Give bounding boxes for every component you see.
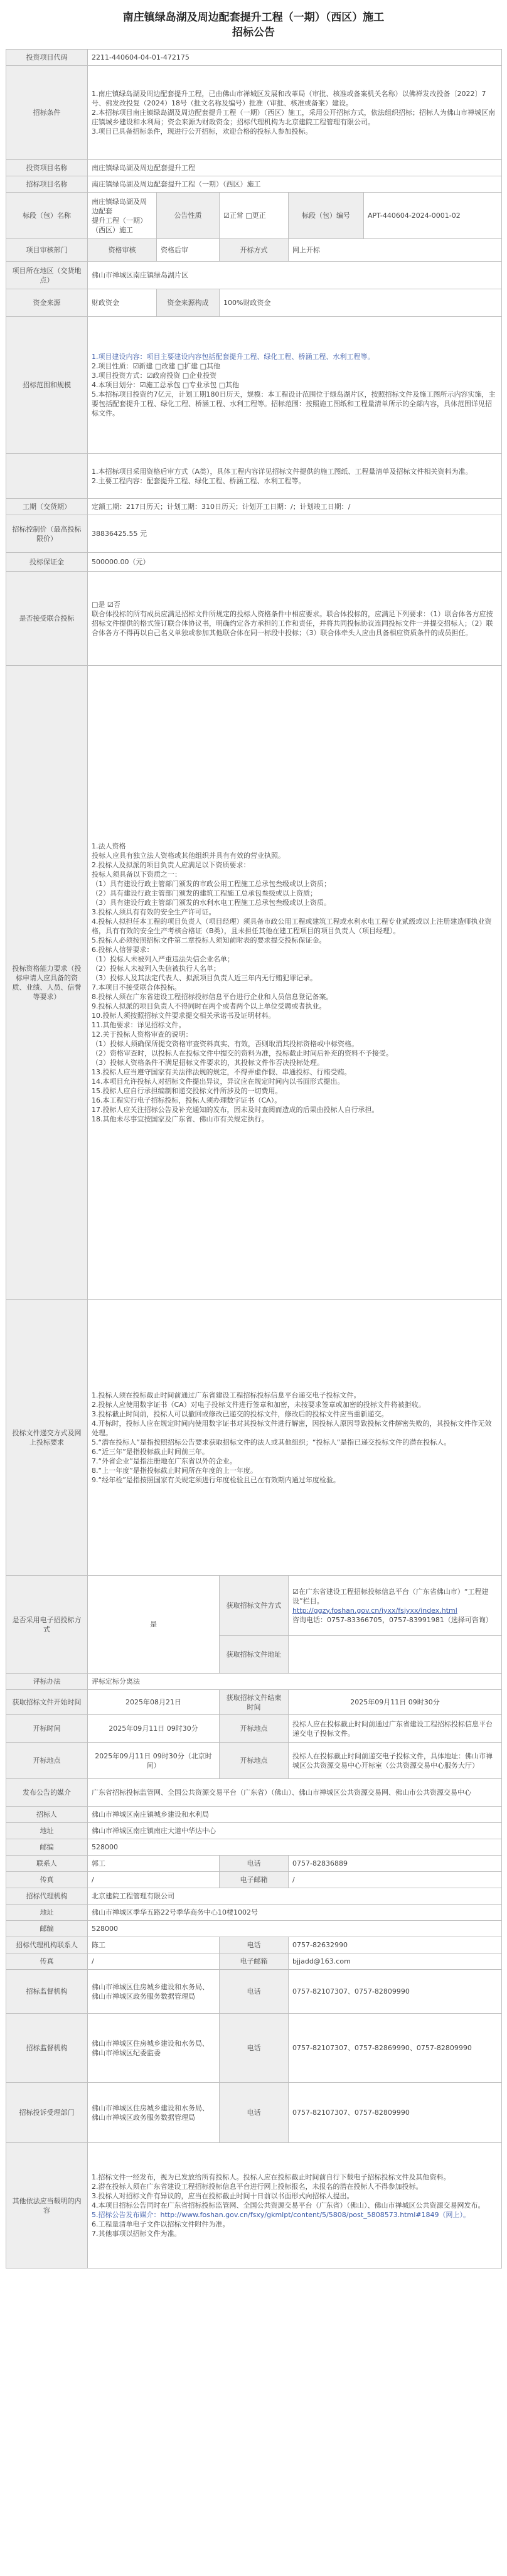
row-tenderer-address [6,1823,502,1839]
joint-bid-line: 联合体投标的所有成员应满足招标文件所规定的投标人资格条件中相应要求。联合体投标的，应满足下列要求：（1）联合体各方应按招标文件提供的格式签订联合体协议书，明确约定各方承担的工作和责任，并将共同投标协议连同投标文件一并提交招标人；（2）联合体各方不得再以自己名义单独或参加其他联合体在同一标段中投标；（3）联合体牵头人应由具备相应资质条件的成员担任。 [92,609,493,637]
row-open-time [6,1715,502,1743]
label-download: 获取招标文件方式 [220,1576,289,1636]
row-joint-bid [6,572,502,666]
value-open-time-2: 2025年09月11日 09时30分（北京时间） [88,1743,220,1779]
label-location: 项目所在地区（交货地点） [6,262,88,289]
row-complaint [6,2083,502,2143]
bid-note-line: 5.“潜在投标人”是指按照招标公告要求获取招标文件的法人或其他组织；“投标人”是指已递交投标文件的潜在投标人。 [92,1438,451,1446]
row-tender-project-name [6,176,502,193]
value-agency-phone: 0757-82632990 [289,1937,502,1953]
requirement-line: （1）投标人须确保所提交资格审查资料真实、有效，否则取消其投标资格或中标资格。 [92,1039,358,1048]
other-line: 1.招标文件一经发布，视为已发放给所有投标人。投标人应在投标截止时间前自行下载电子招标投标文件及其他资料。 [92,2173,451,2181]
joint-bid-line: □是 ☑否 [92,600,120,609]
qualification-line: 1.本招标项目采用资格后审方式（A类），具体工程内容详见招标文件提供的施工图纸、工程量清单及招标文件相关资料为准。 [92,467,472,476]
row-bid-bond [6,553,502,572]
label-tenderer-address: 地址 [6,1823,88,1839]
row-media [6,1779,502,1807]
row-agency [6,1888,502,1905]
scope-line: 4.本项目划分：☑施工总承包 □专业承包 □其他 [92,381,240,389]
label-funding-ratio: 资金来源构成 [157,289,220,317]
value-requirements [88,666,502,1300]
value-qualification [88,454,502,499]
tender-condition-line: 3.项目已具备招标条件，现进行公开招标，欢迎合格的投标人参加投标。 [92,127,312,136]
row-electronic [6,1576,502,1636]
value-tenderer-contact: 郭工 [88,1856,220,1872]
label-funding: 资金来源 [6,289,88,317]
value-bid-notes [88,1300,502,1576]
label-open-place-3: 开标地点 [220,1743,289,1779]
scope-line: 2.项目性质：☑新建 □改建 □扩建 □其他 [92,362,221,370]
label-agency-contact: 招标代理机构联系人 [6,1937,88,1953]
requirement-line: （1）具有建设行政主管部门颁发的市政公用工程施工总承包叁级或以上资质； [92,879,331,888]
value-open-place-2: 投标人在投标截止时间前递交电子投标文件，具体地址：佛山市禅城区公共资源交易中心开标室（公共资源交易中心服务大厅） [289,1743,502,1779]
label-tenderer-phone: 电话 [220,1856,289,1872]
requirement-line: 9.投标人拟派的项目负责人不得同时在两个或者两个以上单位受聘或者执业。 [92,1002,326,1010]
label-doc-start: 获取招标文件开始时间 [6,1690,88,1715]
value-supervisor: 佛山市禅城区住房城乡建设和水务局、佛山市禅城区政务服务数据管理局 [88,1970,220,2014]
requirement-line: 14.本项目允许投标人对招标文件提出异议，异议应在规定时间内以书面形式提出。 [92,1077,344,1086]
label-tenderer-contact: 联系人 [6,1856,88,1872]
notice-title: 南庄镇绿岛湖及周边配套提升工程（一期）（西区）施工 [122,11,385,24]
label-scope: 招标范围和规模 [6,317,88,454]
requirement-line: 7.本项目不接受联合体投标。 [92,983,181,991]
row-project-code [6,50,502,66]
row-requirements [6,666,502,1300]
value-agency-postcode: 528000 [88,1921,502,1937]
label-open-time: 开标时间 [6,1715,88,1743]
label-supervisor-2: 招标监督机构 [6,2014,88,2083]
label-complaint: 招标投诉受理部门 [6,2083,88,2143]
other-line: 3.投标人对招标文件有异议的，应当在投标截止时间十日前以书面形式向招标人提出。 [92,2192,354,2200]
requirement-line: 15.投标人应自行承担编制和递交投标文件所涉及的一切费用。 [92,1086,282,1095]
value-scope [88,317,502,454]
requirement-line: （2）具有建设行政主管部门颁发的建筑工程施工总承包叁级或以上资质； [92,889,317,897]
download-line: ☑在广东省建设工程招标投标信息平台（广东省佛山市）“工程建设”栏目。 [292,1587,489,1605]
value-tenderer: 佛山市禅城区南庄镇城乡建设和水利局 [88,1807,502,1823]
requirement-line: 6.投标人信誉要求： [92,945,154,954]
row-supervisor-2 [6,2014,502,2083]
row-qualification [6,454,502,499]
scope-line: 3.项目投资方式：☑政府投资 □企业投资 [92,371,217,380]
value-download [289,1576,502,1636]
value-tender-conditions [88,66,502,160]
requirement-line: 5.投标人必须按照招标文件第二章投标人须知前附表的要求提交投标保证金。 [92,936,326,944]
value-tender-project-name: 南庄镇绿岛湖及周边配套提升工程（一期）（西区）施工 [88,176,502,193]
label-section: 标段（包）名称 [6,193,88,239]
label-download-address: 获取招标文件地址 [220,1636,289,1674]
value-tenderer-postcode: 528000 [88,1839,502,1856]
label-schedule: 工期（交货期） [6,499,88,515]
label-agency-address: 地址 [6,1905,88,1921]
scope-line: 5.本招标项目投资约7亿元，计划工期180日历天，规模：本工程设计范围位于绿岛湖片区，按照招标文件及施工图所示内容实施，主要包括配套提升工程、绿化工程、桥涵工程、水利工程等。招标范围：按照施工图纸和工程量清单所示的全部内容，具体范围详见招标文件。 [92,390,496,417]
label-section-code: 标段（包）编号 [289,193,364,239]
row-scope [6,317,502,454]
label-other: 其他依法应当载明的内容 [6,2143,88,2269]
row-doc-time [6,1690,502,1715]
label-supervisor: 招标监督机构 [6,1970,88,2014]
bid-note-line: 4.开标时，投标人应在规定时间内使用数字证书对其投标文件进行解密，因投标人原因导致投标文件解密失败的，其投标文件作无效处理。 [92,1419,492,1437]
scope-line: 1.项目建设内容：项目主要建设内容包括配套提升工程、绿化工程、桥涵工程、水利工程等。 [92,353,375,361]
row-tenderer-contact [6,1856,502,1872]
value-media: 广东省招标投标监管网、全国公共资源交易平台（广东省）（佛山）、佛山市禅城区公共资源交易网、佛山市公共资源交易中心 [88,1779,502,1807]
row-eval-method [6,1674,502,1690]
requirement-line: 投标人应具有独立法人资格或其他组织并具有有效的营业执照。 [92,851,285,860]
bid-note-line: 3.投标截止时间前，投标人可以撤回或修改已递交的投标文件，修改后的投标文件应当重新递交。 [92,1409,388,1418]
requirement-line: 11.其他要求：详见招标文件。 [92,1020,186,1029]
row-agency-email [6,1953,502,1970]
requirement-line: 3.投标人须具有有效的安全生产许可证。 [92,907,216,916]
value-location: 佛山市禅城区南庄镇绿岛湖片区 [88,262,502,289]
row-location [6,262,502,289]
bid-note-line: 7.“外省企业”是指注册地在广东省以外的企业。 [92,1456,237,1465]
label-tenderer: 招标人 [6,1807,88,1823]
label-bid-bond: 投标保证金 [6,553,88,572]
bid-note-line: 9.“经年检”是指按照国家有关规定须进行年度检验且已在有效期内通过年度检验。 [92,1475,340,1484]
value-supervisor-phone: 0757-82107307、0757-82809990 [289,1970,502,2014]
value-notice-type: ☑正常 □更正 [220,193,289,239]
value-max-price: 38836425.55 元 [88,515,502,553]
value-complaint-phone: 0757-82107307、0757-82809990 [289,2083,502,2143]
value-other [88,2143,502,2269]
tender-condition-line: 2.本招标项目南庄镇绿岛湖及周边配套提升工程（一期）（西区）施工，采用公开招标方式，依法组织招标；招标人为佛山市禅城区南庄镇城乡建设和水利局；资金来源为财政资金；招标代理机构为北京建院工程管理有限公司。 [92,109,495,126]
row-other [6,2143,502,2269]
row-max-price [6,515,502,553]
row-tenderer [6,1807,502,1823]
label-review-type: 资格审核 [88,239,157,262]
label-approval: 项目审核部门 [6,239,88,262]
bid-note-line: 2.投标人应使用数字证书（CA）对电子投标文件进行签章和加密，未按要求签章或加密的投标文件将被拒收。 [92,1400,425,1409]
label-agency-fax: 传真 [6,1953,88,1970]
requirement-line: 10.投标人须按照招标文件要求提交相关承诺书及证明材料。 [92,1011,275,1020]
notice-subtitle: 招标公告 [232,26,275,39]
requirement-line: 17.投标人应关注招标公告及补充通知的发布，因未及时查阅而造成的后果由投标人自行承担。 [92,1105,379,1114]
value-agency-contact: 陈工 [88,1937,220,1953]
requirement-line: （3）投标人及其法定代表人、拟派项目负责人近三年内无行贿犯罪记录。 [92,973,317,982]
requirement-line: 1.法人资格 [92,842,126,850]
row-section [6,193,502,239]
requirement-line: （2）投标人未被列入失信被执行人名单； [92,964,220,973]
section-name-line: 提升工程（一期） [92,216,147,225]
label-agency-phone: 电话 [220,1937,289,1953]
row-project-name [6,160,502,176]
requirement-line: （1）投标人未被列入严重违法失信企业名单； [92,954,234,963]
row-approval [6,239,502,262]
value-doc-start: 2025年08月21日 [88,1690,220,1715]
value-joint-bid [88,572,502,666]
row-open-place [6,1743,502,1779]
label-tender-project-name: 招标项目名称 [6,176,88,193]
download-line: 咨询电话：0757-83366705，0757-83991981（选择可咨询） [292,1615,493,1624]
row-tenderer-fax [6,1872,502,1888]
tender-condition-line: 1.南庄镇绿岛湖及周边配套提升工程，已由佛山市禅城区发展和改革局（审批、核准或备案机关名称）以佛禅发改投备〔2022〕7号、佛发改投复（2024）18号（批文名称及编号）批准（审批、核准或备案）建设。 [92,90,486,107]
label-complaint-phone: 电话 [220,2083,289,2143]
value-tenderer-address: 佛山市禅城区南庄镇南庄大道中华达中心 [88,1823,502,1839]
other-line: 6.工程量清单电子文件以招标文件附件为准。 [92,2220,230,2228]
value-agency-email: bjjadd@163.com [289,1953,502,1970]
row-agency-postcode [6,1921,502,1937]
label-project-name: 投资项目名称 [6,160,88,176]
label-agency-email: 电子邮箱 [220,1953,289,1970]
section-name-line: （西区）施工 [92,225,133,234]
requirement-line: 投标人须具备以下资质之一： [92,870,181,879]
requirement-line: 12.关于投标人资格审查的说明： [92,1030,193,1039]
label-notice-type: 公告性质 [157,193,220,239]
bid-note-line: 8.“上一年度”是指投标截止时间所在年度的上一年度。 [92,1466,257,1475]
requirement-line: （3）具有建设行政主管部门颁发的水利水电工程施工总承包叁级或以上资质。 [92,898,331,907]
bid-note-line: 1.投标人须在投标截止时间前通过广东省建设工程招标投标信息平台递交电子投标文件。 [92,1391,361,1399]
value-tenderer-fax: / [88,1872,220,1888]
label-joint-bid: 是否接受联合投标 [6,572,88,666]
other-line: 7.其他事项以招标文件为准。 [92,2230,181,2238]
requirement-line: 8.投标人须在广东省建设工程招标投标信息平台进行企业和人员信息登记备案。 [92,992,333,1001]
label-tenderer-fax: 传真 [6,1872,88,1888]
other-line: 2.潜在投标人须在广东省建设工程招标投标信息平台进行网上投标报名，未报名的潜在投标人不得参加投标。 [92,2183,423,2191]
requirement-line: 4.投标人拟担任本工程的项目负责人（项目经理）须具备市政公用工程或建筑工程或水利水电工程专业贰级或以上注册建造师执业资格，具有有效的安全生产考核合格证（B类），且未担任其他在建工程项目的项目负责人（项目经理）。 [92,917,492,935]
label-agency: 招标代理机构 [6,1888,88,1905]
requirement-line: 18.其他未尽事宜按国家及广东省、佛山市有关规定执行。 [92,1114,269,1123]
value-funding-source: 财政资金 [88,289,157,317]
label-doc-end: 获取招标文件结束时间 [220,1690,289,1715]
row-funding [6,289,502,317]
label-bid-open: 开标方式 [220,239,289,262]
label-agency-postcode: 邮编 [6,1921,88,1937]
row-schedule [6,499,502,515]
value-section-name [88,193,157,239]
label-max-price: 招标控制价（最高投标限价） [6,515,88,553]
value-open-place: 投标人应在投标截止时间前通过广东省建设工程招标投标信息平台递交电子投标文件。 [289,1715,502,1743]
value-open-time: 2025年09月11日 09时30分 [88,1715,220,1743]
label-tenderer-email: 电子邮箱 [220,1872,289,1888]
label-qualification [6,454,88,499]
label-supervisor-2-phone: 电话 [220,2014,289,2083]
label-tenderer-postcode: 邮编 [6,1839,88,1856]
label-electronic: 是否采用电子招投标方式 [6,1576,88,1674]
row-agency-address [6,1905,502,1921]
label-bid-notes: 投标文件递交方式及网上投标要求 [6,1300,88,1576]
label-open-place-2: 开标地点 [6,1743,88,1779]
value-agency: 北京建院工程管理有限公司 [88,1888,502,1905]
other-link-line[interactable]: 5.招标公告发布媒介：http://www.foshan.gov.cn/fsxy/gkmlpt/content/5/5808/post_5808573.html#1849（网上）。 [92,2211,470,2219]
requirement-line: 13.投标人应当遵守国家有关法律法规的规定，不得弄虚作假、串通投标、行贿受贿。 [92,1067,351,1076]
bid-note-line: 6.“近三年”是指投标截止时间前三年。 [92,1447,209,1456]
row-agency-contact [6,1937,502,1953]
label-requirements: 投标资格能力要求（投标申请人应具备的资质、业绩、人员、信誉等要求） [6,666,88,1300]
row-supervisor [6,1970,502,2014]
value-tenderer-email: / [289,1872,502,1888]
value-schedule: 定额工期：217日历天；计划工期：310日历天；计划开工日期：/；计划竣工日期：/ [88,499,502,515]
other-line: 4.本项目招标公告同时在广东省招标投标监管网、全国公共资源交易平台（广东省）（佛山）、佛山市禅城区公共资源交易网发布。 [92,2201,485,2210]
row-bid-notes [6,1300,502,1576]
notice-table [6,49,502,2269]
value-project-name: 南庄镇绿岛湖及周边配套提升工程 [88,160,502,176]
label-supervisor-phone: 电话 [220,1970,289,2014]
value-bid-open: 网上开标 [289,239,502,262]
qualification-line: 2.主要工程内容：配套提升工程、绿化工程、桥涵工程、水利工程等。 [92,476,306,485]
row-tenderer-postcode [6,1839,502,1856]
value-funding-ratio: 100%财政资金 [220,289,502,317]
value-electronic: 是 [88,1576,220,1674]
value-complaint: 佛山市禅城区住房城乡建设和水务局、佛山市禅城区政务服务数据管理局 [88,2083,220,2143]
value-agency-address: 佛山市禅城区季华五路22号季华商务中心10楼1002号 [88,1905,502,1921]
download-link[interactable]: http://ggzy.foshan.gov.cn/jyxx/fsjyxx/index.html [292,1606,457,1615]
value-agency-fax: / [88,1953,220,1970]
requirement-line: （2）资格审查时，以投标人在投标文件中提交的资料为准，投标截止时间后补充的资料不予接受。 [92,1049,393,1057]
value-review-type: 资格后审 [157,239,220,262]
value-section-code: APT-440604-2024-0001-02 [364,193,502,239]
label-tender-conditions: 招标条件 [6,66,88,160]
requirement-line: （3）投标人资格条件不满足招标文件要求的，其投标文件作否决投标处理。 [92,1058,324,1067]
value-bid-bond: 500000.00（元） [88,553,502,572]
value-eval-method: 评标定标分离法 [88,1674,502,1690]
value-supervisor-2: 佛山市禅城区住房城乡建设和水务局、佛山市禅城区纪委监委 [88,2014,220,2083]
section-name-line: 南庄镇绿岛湖及周边配套 [92,197,147,215]
value-supervisor-2-phone: 0757-82107307、0757-82869990、0757-82809990 [289,2014,502,2083]
row-tender-conditions [6,66,502,160]
value-project-code: 2211-440604-04-01-472175 [88,50,502,66]
value-download-address [289,1636,502,1674]
requirement-line: 16.本工程实行电子招标投标，投标人须办理数字证书（CA）。 [92,1096,282,1104]
value-tenderer-phone: 0757-82836889 [289,1856,502,1872]
value-doc-end: 2025年09月11日 09时30分 [289,1690,502,1715]
label-open-place: 开标地点 [220,1715,289,1743]
label-eval-method: 评标办法 [6,1674,88,1690]
label-media: 发布公告的媒介 [6,1779,88,1807]
requirement-line: 2.投标人及拟派的项目负责人应满足以下资质要求： [92,860,250,869]
label-project-code: 投资项目代码 [6,50,88,66]
